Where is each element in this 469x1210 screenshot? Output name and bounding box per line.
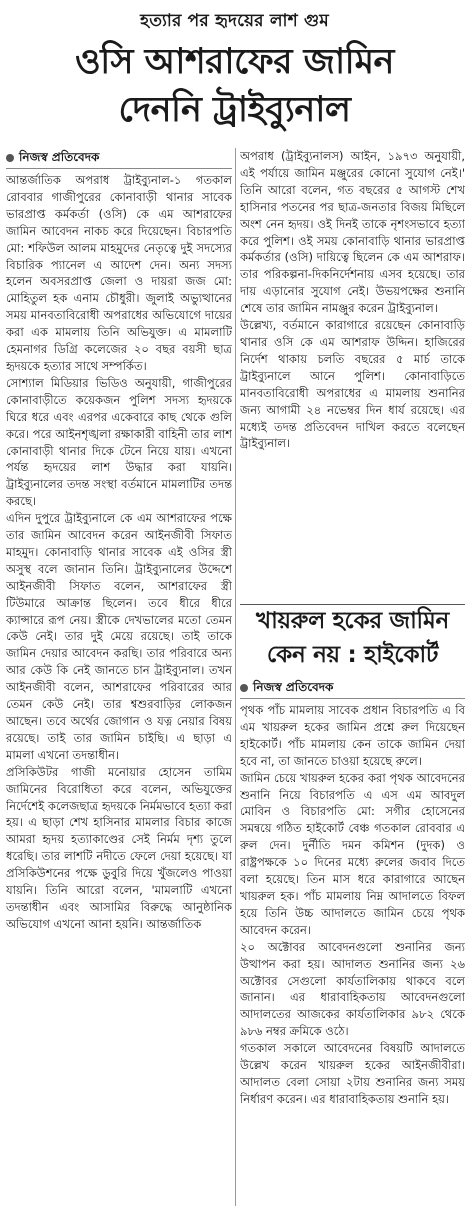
paragraph: গতকাল সকালে আবেদনের বিষয়টি আদালতে উল্লেখ করেন খায়রুল হকের আইনজীবীরা। আদালত বেলা সোয়া ২টায় শুনানির জন্য সময় নির্ধারণ করেন। এর ধারাবাহিকতায় শুনানি হয়। (240, 1041, 465, 1106)
paragraph: ২০ অক্টোবর আবেদনগুলো শুনানির জন্য উত্থাপন করা হয়। আদালত শুনানির জন্য ২৬ অক্টোবর সেগুলো কার্যতালিকায় থাকবে বলে জানান। এর ধারাবাহিকতায় আবেদনগুলো আদালতের আজকের কার্যতালিকার ৯৮২ থেকে ৯৮৬ নম্বর ক্রমিকে ওঠে। (240, 939, 465, 1039)
paragraph: অপরাধ (ট্রাইব্যুনালস) আইন, ১৯৭৩ অনুযায়ী, এই পর্যায়ে জামিন মঞ্জুরের কোনো সুযোগ নেই।' তিনি আরো বলেন, গত বছরের ৫ আগস্ট শেখ হাসিনার পতনের পর ছাত্র-জনতার বিজয় মিছিলে অংশ নেন হৃদয়। ওই দিনই তাকে নৃশংসভাবে হত্যা করে পুলিশ। ওই সময় কোনাবাড়ি থানার ভারপ্রাপ্ত কর্মকর্তার (ওসি) দায়িত্বে ছিলেন কে এম আশরাফ। তার পরিকল্পনা-দিকনির্দেশনায় এসব হয়েছে। তার দায় এড়ানোর সুযোগ নেই। উভয়পক্ষের শুনানি শেষে তার জামিন নামঞ্জুর করেন ট্রাইব্যুনাল। (240, 149, 465, 316)
second-article-body (240, 678, 465, 1208)
paragraph: এদিন দুপুরে ট্রাইব্যুনালে কে এম আশরাফের পক্ষে তার জামিন আবেদন করেন আইনজীবী সিফাত মাহমুদ। কোনাবাড়ি থানার সাবেক এই ওসির স্ত্রী অসুস্থ বলে জানান তিনি। ট্রাইব্যুনালের উদ্দেশে আইনজীবী সিফাত বলেন, আশরাফের স্ত্রী টিউমারে আক্রান্ত ছিলেন। তবে ধীরে ধীরে ক্যান্সারে রূপ নেয়। স্ত্রীকে দেখভালের মতো তেমন কেউ নেই। তার দুই মেয়ে রয়েছে। তাই তাকে জামিন দেয়ার আবেদন করছি। তার পরিবারে অন্য আর কেউ কি নেই জানতে চান ট্রাইব্যুনাল। তখন আইনজীবী বলেন, আশরাফের পরিবারের আর তেমন কেউ নেই। তার শ্বশুরবাড়ির লোকজন আছেন। তবে অর্থের জোগান ও যত্ন নেয়ার বিষয় রয়েছে। তাই তার জামিন চাইছি। এ ছাড়া এ মামলা এখনো তদন্তাধীন। (6, 511, 232, 762)
second-byline (240, 678, 465, 699)
bullet-icon (240, 684, 248, 692)
second-headline-line2: কেন নয় : হাইকোর্ট (266, 642, 439, 668)
main-article-right-column (240, 148, 465, 600)
paragraph: প্রসিকিউটর গাজী মনোয়ার হোসেন তামিম জামিনের বিরোধিতা করে বলেন, অভিযুক্তের নির্দেশেই কলেজছাত্র হৃদয়কে নির্মমভাবে হত্যা করা হয়। এ ছাড়া শেখ হাসিনার মামলার বিচার কাজে আমরা হৃদয় হত্যাকাণ্ডের সেই নির্মম দৃশ্য তুলে ধরেছি। তার লাশটি নদীতে ফেলে দেয়া হয়েছে। যা প্রসিকিউশনের পক্ষে ডুবুরি দিয়ে খুঁজলেও পাওয়া যায়নি। তিনি আরো বলেন, 'মামলাটি এখনো তদন্তাধীন এবং আসামির বিরুদ্ধে আনুষ্ঠানিক অভিযোগ এখনো আনা হয়নি। আন্তর্জাতিক (6, 764, 232, 931)
column-divider (235, 148, 236, 1206)
kicker: হত্যার পর হৃদয়ের লাশ গুম (140, 11, 329, 31)
section-divider (240, 604, 465, 605)
main-headline-line2: দেননি ট্রাইব্যুনাল (118, 90, 351, 130)
main-article-left-column (6, 148, 232, 1206)
second-byline-text: নিজস্ব প্রতিবেদক (253, 680, 334, 694)
paragraph: জামিন চেয়ে খায়রুল হকের করা পৃথক আবেদনের শুনানি নিয়ে বিচারপতি এ এস এম আবদুল মোবিন ও বিচারপতি মো: সগীর হোসেনের সমন্বয়ে গঠিত হাইকোর্ট বেঞ্চ গতকাল রোববার এ রুল দেন। দুর্নীতি দমন কমিশন (দুদক) ও রাষ্ট্রপক্ষকে ১০ দিনের মধ্যে রুলের জবাব দিতে বলা হয়েছে। তিন মাস ধরে কারাগারে আছেন খায়রুল হক। পাঁচ মামলায় নিম্ন আদালতে বিফল হয়ে তিনি উচ্চ আদালতে জামিন চেয়ে পৃথক আবেদন করেন। (240, 770, 465, 937)
second-headline-line1: খায়রুল হকের জামিন (256, 608, 449, 634)
paragraph: আন্তর্জাতিক অপরাধ ট্রাইব্যুনাল-১ গতকাল রোববার গাজীপুরের কোনাবাড়ী থানার সাবেক ভারপ্রাপ্ত কর্মকর্তা (ওসি) কে এম আশরাফের জামিন আবেদন নাকচ করে দিয়েছেন। বিচারপতি মো: শফিউল আলম মাহমুদের নেতৃত্বে দুই সদস্যের বিচারিক প্যানেল এ আদেশ দেন। অন্য সদস্য হলেন অবসরপ্রাপ্ত জেলা ও দায়রা জজ মো: মোহিতুল হক এনাম চৌধুরী। জুলাই অভ্যুত্থানের সময় মানবতাবিরোধী অপরাধের অভিযোগে দায়ের করা এক মামলায় তিনি অভিযুক্ত। এ মামলাটি হেমনাগর ডিগ্রি কলেজের ২০ বছর বয়সী ছাত্র হৃদয়কে হত্যার সাথে সম্পর্কিত। (6, 173, 232, 373)
paragraph: সোশ্যাল মিডিয়ার ভিডিও অনুযায়ী, গাজীপুরের কোনাবাড়ীতে কয়েকজন পুলিশ সদস্য হৃদয়কে ঘিরে ধরে এবং এরপর একেবারে কাছ থেকে গুলি করে। পরে আইনশৃঙ্খলা রক্ষাকারী বাহিনী তার লাশ কোনাবাড়ী থানার দিকে টেনে নিয়ে যায়। এখনো পর্যন্ত হৃদয়ের লাশ উদ্ধার করা যায়নি। ট্রাইব্যুনালের তদন্ত সংস্থা বর্তমানে মামলাটির তদন্ত করছে। (6, 375, 232, 509)
main-byline (6, 148, 232, 169)
bullet-icon (6, 154, 14, 162)
paragraph: উল্লেখ্য, বর্তমানে কারাগারে রয়েছেন কোনাবাড়ি থানার ওসি কে এম আশরাফ উদ্দিন। হাজিরের নির্দেশ থাকায় চলতি বছরের ৫ মার্চ তাকে ট্রাইব্যুনালে আনে পুলিশ। কোনাবাড়িতে মানবতাবিরোধী অপরাধের এ মামলায় শুনানির জন্য আগামী ২৪ নভেম্বর দিন ধার্য রয়েছে। এর মধ্যেই তদন্ত প্রতিবেদন দাখিল করতে বলেছেন ট্রাইব্যুনাল। (240, 318, 465, 451)
main-headline-line1: ওসি আশরাফের জামিন (75, 42, 394, 82)
main-byline-text: নিজস্ব প্রতিবেদক (19, 150, 100, 164)
paragraph: পৃথক পাঁচ মামলায় সাবেক প্রধান বিচারপতি এ বি এম খায়রুল হকের জামিন প্রশ্নে রুল দিয়েছেন হাইকোর্ট। পাঁচ মামলায় কেন তাকে জামিন দেয়া হবে না, তা জানতে চাওয়া হয়েছে রুলে। (240, 703, 465, 768)
